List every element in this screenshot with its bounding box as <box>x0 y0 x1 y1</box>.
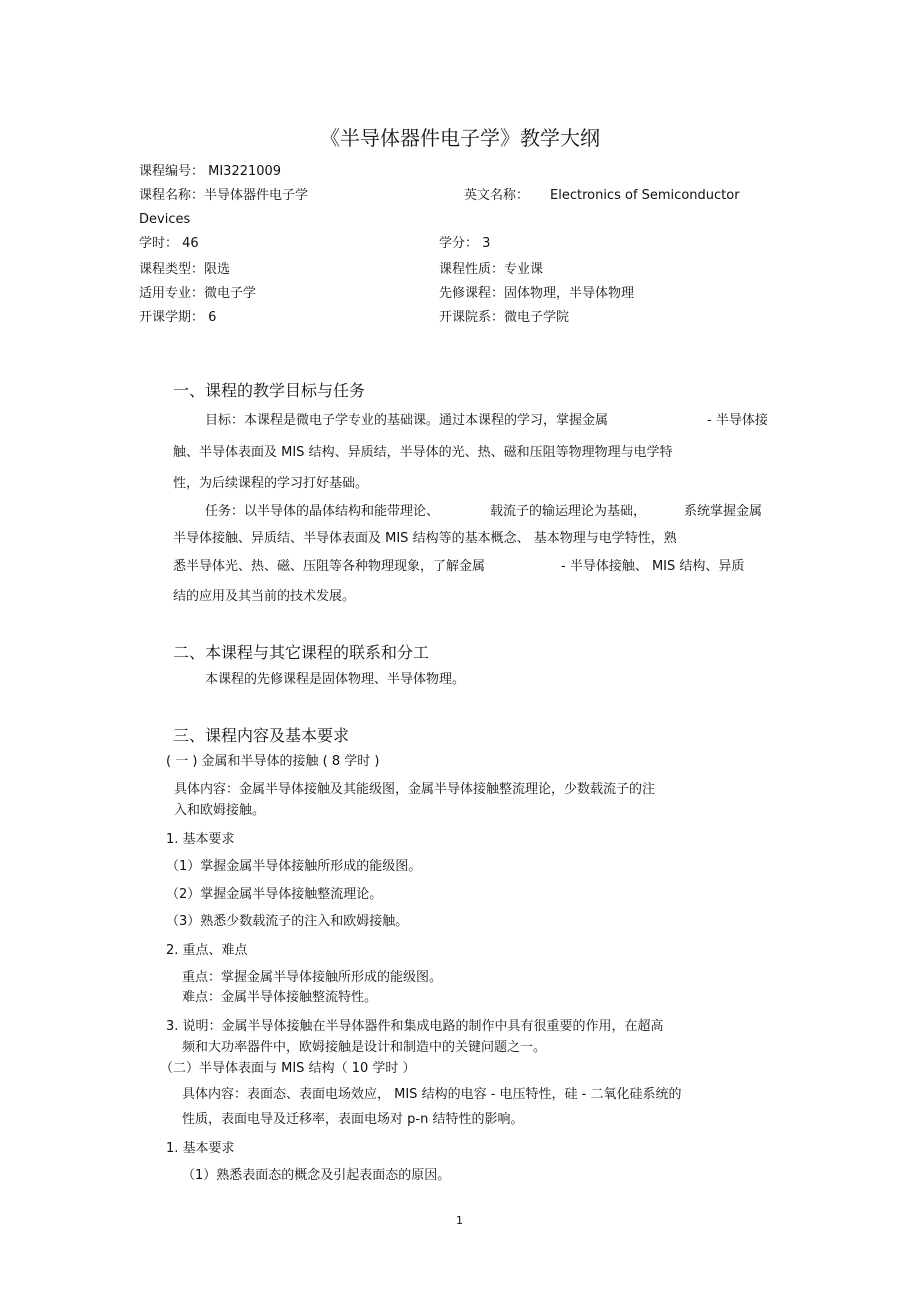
section1-heading: 一、课程的教学目标与任务 <box>173 381 366 400</box>
difficulty-point: 难点：金属半导体接触整流特性。 <box>182 990 378 1005</box>
task-line-4: 结的应用及其当前的技术发展。 <box>173 589 356 604</box>
prerequisite-courses: 先修课程：固体物理，半导体物理 <box>439 286 635 301</box>
part1-content-line-1: 具体内容：金属半导体接触及其能级图，金属半导体接触整流理论，少数载流子的注 <box>174 782 656 797</box>
task-line-1a: 任务：以半导体的晶体结构和能带理论、 <box>205 504 440 519</box>
course-credits: 学分： 3 <box>439 236 491 251</box>
page-number: 1 <box>456 1214 463 1227</box>
task-line-3b: - 半导体接触、 MIS 结构、异质 <box>561 559 745 574</box>
note-line-2: 频和大功率器件中，欧姆接触是设计和制造中的关键问题之一。 <box>182 1040 547 1055</box>
requirement-1: （1）掌握金属半导体接触所形成的能级图。 <box>166 859 422 874</box>
part1-content-line-2: 入和欧姆接触。 <box>174 803 266 818</box>
department: 开课院系：微电子学院 <box>439 310 570 325</box>
page-title: 《半导体器件电子学》教学大纲 <box>320 126 600 150</box>
part2-requirements-heading: 1. 基本要求 <box>166 1141 235 1156</box>
goal-line-3: 性，为后续课程的学习打好基础。 <box>173 476 369 491</box>
semester: 开课学期： 6 <box>139 310 217 325</box>
note-line-1: 3. 说明：金属半导体接触在半导体器件和集成电路的制作中具有很重要的作用，在超高 <box>166 1019 664 1034</box>
requirement-3: （3）熟悉少数载流子的注入和欧姆接触。 <box>166 914 409 929</box>
task-line-2: 半导体接触、异质结、半导体表面及 MIS 结构等的基本概念、 基本物理与电学特性，熟 <box>173 531 677 546</box>
requirements-heading: 1. 基本要求 <box>166 832 235 847</box>
requirement-2: （2）掌握金属半导体接触整流理论。 <box>166 887 383 902</box>
key-point: 重点：掌握金属半导体接触所形成的能级图。 <box>182 970 443 985</box>
course-hours: 学时： 46 <box>139 236 199 251</box>
part1-title: ( 一 ) 金属和半导体的接触 ( 8 学时 ) <box>166 754 380 769</box>
task-line-3a: 悉半导体光、热、磁、压阻等各种物理现象，了解金属 <box>173 559 486 574</box>
course-nature: 课程性质：专业课 <box>439 262 544 277</box>
section2-body: 本课程的先修课程是固体物理、半导体物理。 <box>205 672 466 687</box>
key-points-heading: 2. 重点、难点 <box>166 943 248 958</box>
english-name-label: 英文名称： <box>464 188 530 203</box>
part2-content-line-2: 性质，表面电导及迁移率，表面电场对 p-n 结特性的影响。 <box>182 1112 524 1127</box>
part2-requirement-1: （1）熟悉表面态的概念及引起表面态的原因。 <box>182 1168 451 1183</box>
task-line-1b: 载流子的输运理论为基础， <box>490 504 647 519</box>
course-name: 课程名称：半导体器件电子学 <box>139 188 309 203</box>
english-name-value: Electronics of Semiconductor <box>550 188 740 203</box>
goal-line-1a: 目标：本课程是微电子学专业的基础课。通过本课程的学习，掌握金属 <box>205 413 609 428</box>
task-line-1c: 系统掌握金属 <box>684 504 763 519</box>
section3-heading: 三、课程内容及基本要求 <box>173 726 350 745</box>
english-name-continuation: Devices <box>139 212 191 227</box>
part2-content-line-1: 具体内容：表面态、表面电场效应， MIS 结构的电容 - 电压特性，硅 - 二氧化硅系统的 <box>182 1087 682 1102</box>
goal-line-1b: - 半导体接 <box>707 413 768 428</box>
section2-heading: 二、本课程与其它课程的联系和分工 <box>173 643 430 662</box>
course-code: 课程编号： MI3221009 <box>139 164 282 179</box>
goal-line-2: 触、半导体表面及 MIS 结构、异质结，半导体的光、热、磁和压阻等物理物理与电学特 <box>173 445 673 460</box>
course-type: 课程类型：限选 <box>139 262 231 277</box>
part2-title: （二）半导体表面与 MIS 结构（ 10 学时 ） <box>160 1061 416 1076</box>
applicable-major: 适用专业：微电子学 <box>139 286 257 301</box>
